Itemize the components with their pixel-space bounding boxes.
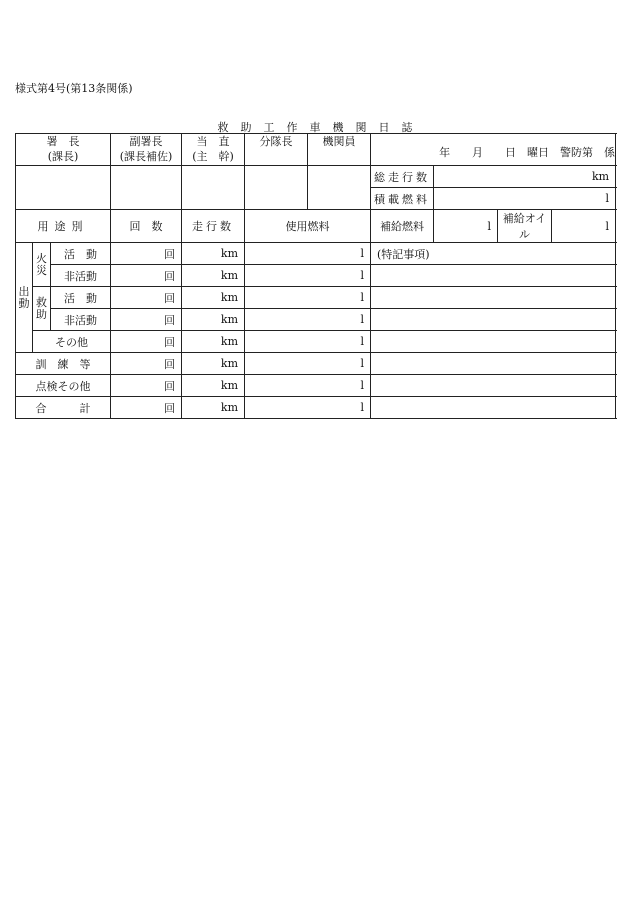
table-row [16,353,616,375]
fuel-field[interactable]: l [245,309,371,331]
row-label: 点検その他 [16,375,111,397]
remarks-line[interactable] [371,309,616,331]
fuel-field[interactable]: l [245,265,371,287]
distance-field[interactable]: km [182,243,245,265]
count-column-header: 回 数 [111,210,182,243]
remarks-line[interactable] [371,331,616,353]
table-row [16,331,616,353]
loaded-fuel-label: 積載燃料 [371,188,434,210]
table-row [16,375,616,397]
engineer-seal-field[interactable] [308,166,371,210]
deputy-header: 副署長 (課長補佐) [111,134,182,166]
oil-label: 補給オイル [498,210,552,243]
count-field[interactable]: 回 [111,331,182,353]
total-distance-field[interactable]: km [434,166,616,188]
date-line: 年 月 日 曜日 警防第 係 [371,134,616,166]
fuel-field[interactable]: l [245,243,371,265]
squad-leader-seal-field[interactable] [245,166,308,210]
distance-field[interactable]: km [182,331,245,353]
fire-group-label: 火災 [33,243,51,287]
table-row [16,265,616,287]
remarks-header: (特記事項) [371,243,616,265]
deputy-seal-field[interactable] [111,166,182,210]
table-row [16,397,616,419]
table-row [16,243,616,265]
row-label: 合 計 [16,397,111,419]
log-table [15,133,616,419]
remarks-line[interactable] [371,287,616,309]
fuel-used-column-header: 使用燃料 [245,210,371,243]
row-label: 非活動 [51,309,111,331]
table-row [16,287,616,309]
fuel-field[interactable]: l [245,287,371,309]
count-field[interactable]: 回 [111,375,182,397]
remarks-line[interactable] [371,265,616,287]
distance-field[interactable]: km [182,309,245,331]
count-field[interactable]: 回 [111,353,182,375]
remarks-line[interactable] [371,353,616,375]
duty-header: 当 直 (主 幹) [182,134,245,166]
fuel-field[interactable]: l [245,375,371,397]
count-field[interactable]: 回 [111,309,182,331]
chief-header: 署 長 (課長) [16,134,111,166]
dispatch-group-label: 出動 [16,243,33,353]
oil-field[interactable]: l [552,210,616,243]
row-label: 活 動 [51,287,111,309]
count-field[interactable]: 回 [111,265,182,287]
remarks-line[interactable] [371,375,616,397]
loaded-fuel-field[interactable]: l [434,188,616,210]
table-row [16,309,616,331]
count-field[interactable]: 回 [111,243,182,265]
purpose-column-header: 用途別 [16,210,111,243]
row-label: その他 [33,331,111,353]
count-field[interactable]: 回 [111,397,182,419]
distance-column-header: 走行数 [182,210,245,243]
distance-field[interactable]: km [182,287,245,309]
refuel-label: 補給燃料 [371,210,434,243]
chief-seal-field[interactable] [16,166,111,210]
count-field[interactable]: 回 [111,287,182,309]
duty-seal-field[interactable] [182,166,245,210]
fuel-field[interactable]: l [245,397,371,419]
squad-leader-header: 分隊長 [245,134,308,166]
refuel-field[interactable]: l [434,210,498,243]
engineer-header: 機関員 [308,134,371,166]
distance-field[interactable]: km [182,265,245,287]
distance-field[interactable]: km [182,375,245,397]
total-distance-label: 総走行数 [371,166,434,188]
remarks-line[interactable] [371,397,616,419]
distance-field[interactable]: km [182,397,245,419]
fuel-field[interactable]: l [245,331,371,353]
row-label: 活 動 [51,243,111,265]
distance-field[interactable]: km [182,353,245,375]
fuel-field[interactable]: l [245,353,371,375]
row-label: 非活動 [51,265,111,287]
rescue-group-label: 救助 [33,287,51,331]
row-label: 訓 練 等 [16,353,111,375]
document-title: 救助工作車機関日誌 [217,121,425,134]
form-number-label: 様式第4号(第13条関係) [15,82,133,95]
